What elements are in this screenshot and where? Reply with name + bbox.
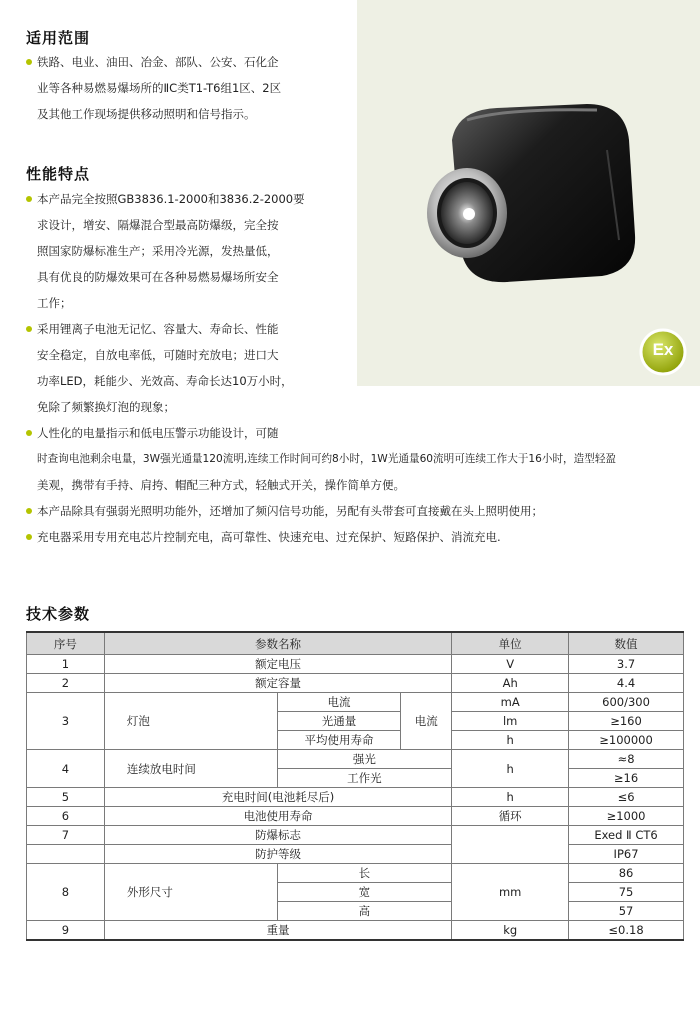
feature-line: 照国家防爆标准生产；采用冷光源，发热量低， <box>37 244 279 258</box>
feature-bullet <box>26 524 696 550</box>
scope-line: 及其他工作现场提供移动照明和信号指示。 <box>37 107 256 121</box>
row-unit: lm <box>452 712 569 731</box>
row-group: 连续放电时间 <box>104 750 277 788</box>
row-value: 600/300 <box>569 693 684 712</box>
header-unit: 单位 <box>452 632 569 655</box>
scope-line: 业等各种易燃易爆场所的ⅡC类T1-T6组1区、2区 <box>37 81 282 95</box>
bullet-icon <box>26 326 32 332</box>
row-group: 外形尺寸 <box>104 864 277 921</box>
header-no: 序号 <box>27 632 105 655</box>
table-header-row <box>27 632 684 655</box>
row-name: 工作光 <box>277 769 452 788</box>
header-name: 参数名称 <box>104 632 451 655</box>
row-no: 7 <box>27 826 105 845</box>
bullet-icon <box>26 430 32 436</box>
row-name: 电流 <box>277 693 401 712</box>
row-name: 强光 <box>277 750 452 769</box>
table-row <box>27 807 684 826</box>
scope-bullet <box>26 49 346 75</box>
feature-line: 工作； <box>37 296 72 310</box>
row-no: 2 <box>27 674 105 693</box>
row-value: ≈8 <box>569 750 684 769</box>
feature-bullet <box>26 316 696 342</box>
feature-bullet <box>26 420 696 446</box>
row-no: 1 <box>27 655 105 674</box>
row-value: 3.7 <box>569 655 684 674</box>
feature-line: 本产品除具有强弱光照明功能外，还增加了频闪信号功能，另配有头带套可直接戴在头上照明使用； <box>37 504 543 518</box>
header-value: 数值 <box>569 632 684 655</box>
feature-line: 人性化的电量指示和低电压警示功能设计，可随 <box>37 426 279 440</box>
row-value: 86 <box>569 864 684 883</box>
specs-table <box>26 631 684 941</box>
row-unit: h <box>452 731 569 750</box>
row-name: 宽 <box>277 883 452 902</box>
feature-line: 免除了频繁换灯泡的现象； <box>37 400 175 414</box>
table-row <box>27 750 684 769</box>
row-unit: V <box>452 655 569 674</box>
feature-line: 本产品完全按照GB3836.1-2000和3836.2-2000要 <box>37 192 305 206</box>
features-text <box>26 186 696 550</box>
row-unit: h <box>452 750 569 788</box>
scope-text <box>26 49 346 127</box>
row-name: 充电时间(电池耗尽后) <box>104 788 451 807</box>
ex-badge-label: Ex <box>652 340 674 359</box>
row-name: 额定容量 <box>104 674 451 693</box>
row-unit: 循环 <box>452 807 569 826</box>
row-value: 4.4 <box>569 674 684 693</box>
bullet-icon <box>26 534 32 540</box>
table-row <box>27 921 684 941</box>
row-unit: kg <box>452 921 569 941</box>
row-name: 长 <box>277 864 452 883</box>
table-row <box>27 693 684 712</box>
row-unit: mm <box>452 864 569 921</box>
bullet-icon <box>26 59 32 65</box>
scope-heading: 适用范围 <box>26 29 91 47</box>
feature-line: 采用锂离子电池无记忆、容量大、寿命长、性能 <box>37 322 279 336</box>
row-name: 重量 <box>104 921 451 941</box>
row-no: 9 <box>27 921 105 941</box>
row-unit: mA <box>452 693 569 712</box>
scope-line: 铁路、电业、油田、冶金、部队、公安、石化企 <box>37 55 279 69</box>
feature-line: 时查询电池剩余电量，3W强光通量120流明,连续工作时间可约8小时，1W光通量60流明可连续工作大于16小时，造型轻盈 <box>37 453 617 465</box>
table-row <box>27 826 684 845</box>
row-value: ≥1000 <box>569 807 684 826</box>
row-value: ≤6 <box>569 788 684 807</box>
table-row <box>27 674 684 693</box>
feature-bullet <box>26 186 696 212</box>
row-no <box>27 845 105 864</box>
row-value: IP67 <box>569 845 684 864</box>
row-unit <box>452 826 569 864</box>
row-name: 平均使用寿命 <box>277 731 401 750</box>
features-heading: 性能特点 <box>26 165 91 183</box>
bullet-icon <box>26 508 32 514</box>
feature-line: 求设计，增安、隔爆混合型最高防爆级，完全按 <box>37 218 279 232</box>
row-value: ≥160 <box>569 712 684 731</box>
specs-heading: 技术参数 <box>26 605 91 623</box>
bullet-icon <box>26 196 32 202</box>
table-row <box>27 788 684 807</box>
feature-line: 充电器采用专用充电芯片控制充电，高可靠性、快速充电、过充保护、短路保护、消流充电. <box>37 530 501 544</box>
row-name: 防爆标志 <box>104 826 451 845</box>
row-value: 75 <box>569 883 684 902</box>
row-no: 3 <box>27 693 105 750</box>
row-subgroup: 电流 <box>401 693 452 750</box>
row-unit: Ah <box>452 674 569 693</box>
row-value: ≥16 <box>569 769 684 788</box>
row-value: ≤0.18 <box>569 921 684 941</box>
row-value: 57 <box>569 902 684 921</box>
table-row <box>27 655 684 674</box>
table-row <box>27 845 684 864</box>
row-name: 额定电压 <box>104 655 451 674</box>
row-value: Exed Ⅱ CT6 <box>569 826 684 845</box>
feature-line: 美观，携带有手持、肩挎、帽配三种方式，轻触式开关，操作简单方便。 <box>37 478 405 492</box>
row-group: 灯泡 <box>104 693 277 750</box>
row-no: 6 <box>27 807 105 826</box>
feature-line: 安全稳定，自放电率低，可随时充放电；进口大 <box>37 348 279 362</box>
table-row <box>27 864 684 883</box>
row-no: 8 <box>27 864 105 921</box>
row-name: 高 <box>277 902 452 921</box>
feature-line: 功率LED，耗能少、光效高、寿命长达10万小时， <box>37 374 293 388</box>
row-name: 防护等级 <box>104 845 451 864</box>
row-no: 4 <box>27 750 105 788</box>
row-name: 电池使用寿命 <box>104 807 451 826</box>
row-value: ≥100000 <box>569 731 684 750</box>
row-unit: h <box>452 788 569 807</box>
row-name: 光通量 <box>277 712 401 731</box>
feature-line: 具有优良的防爆效果可在各种易燃易爆场所安全 <box>37 270 279 284</box>
feature-bullet <box>26 498 696 524</box>
row-no: 5 <box>27 788 105 807</box>
